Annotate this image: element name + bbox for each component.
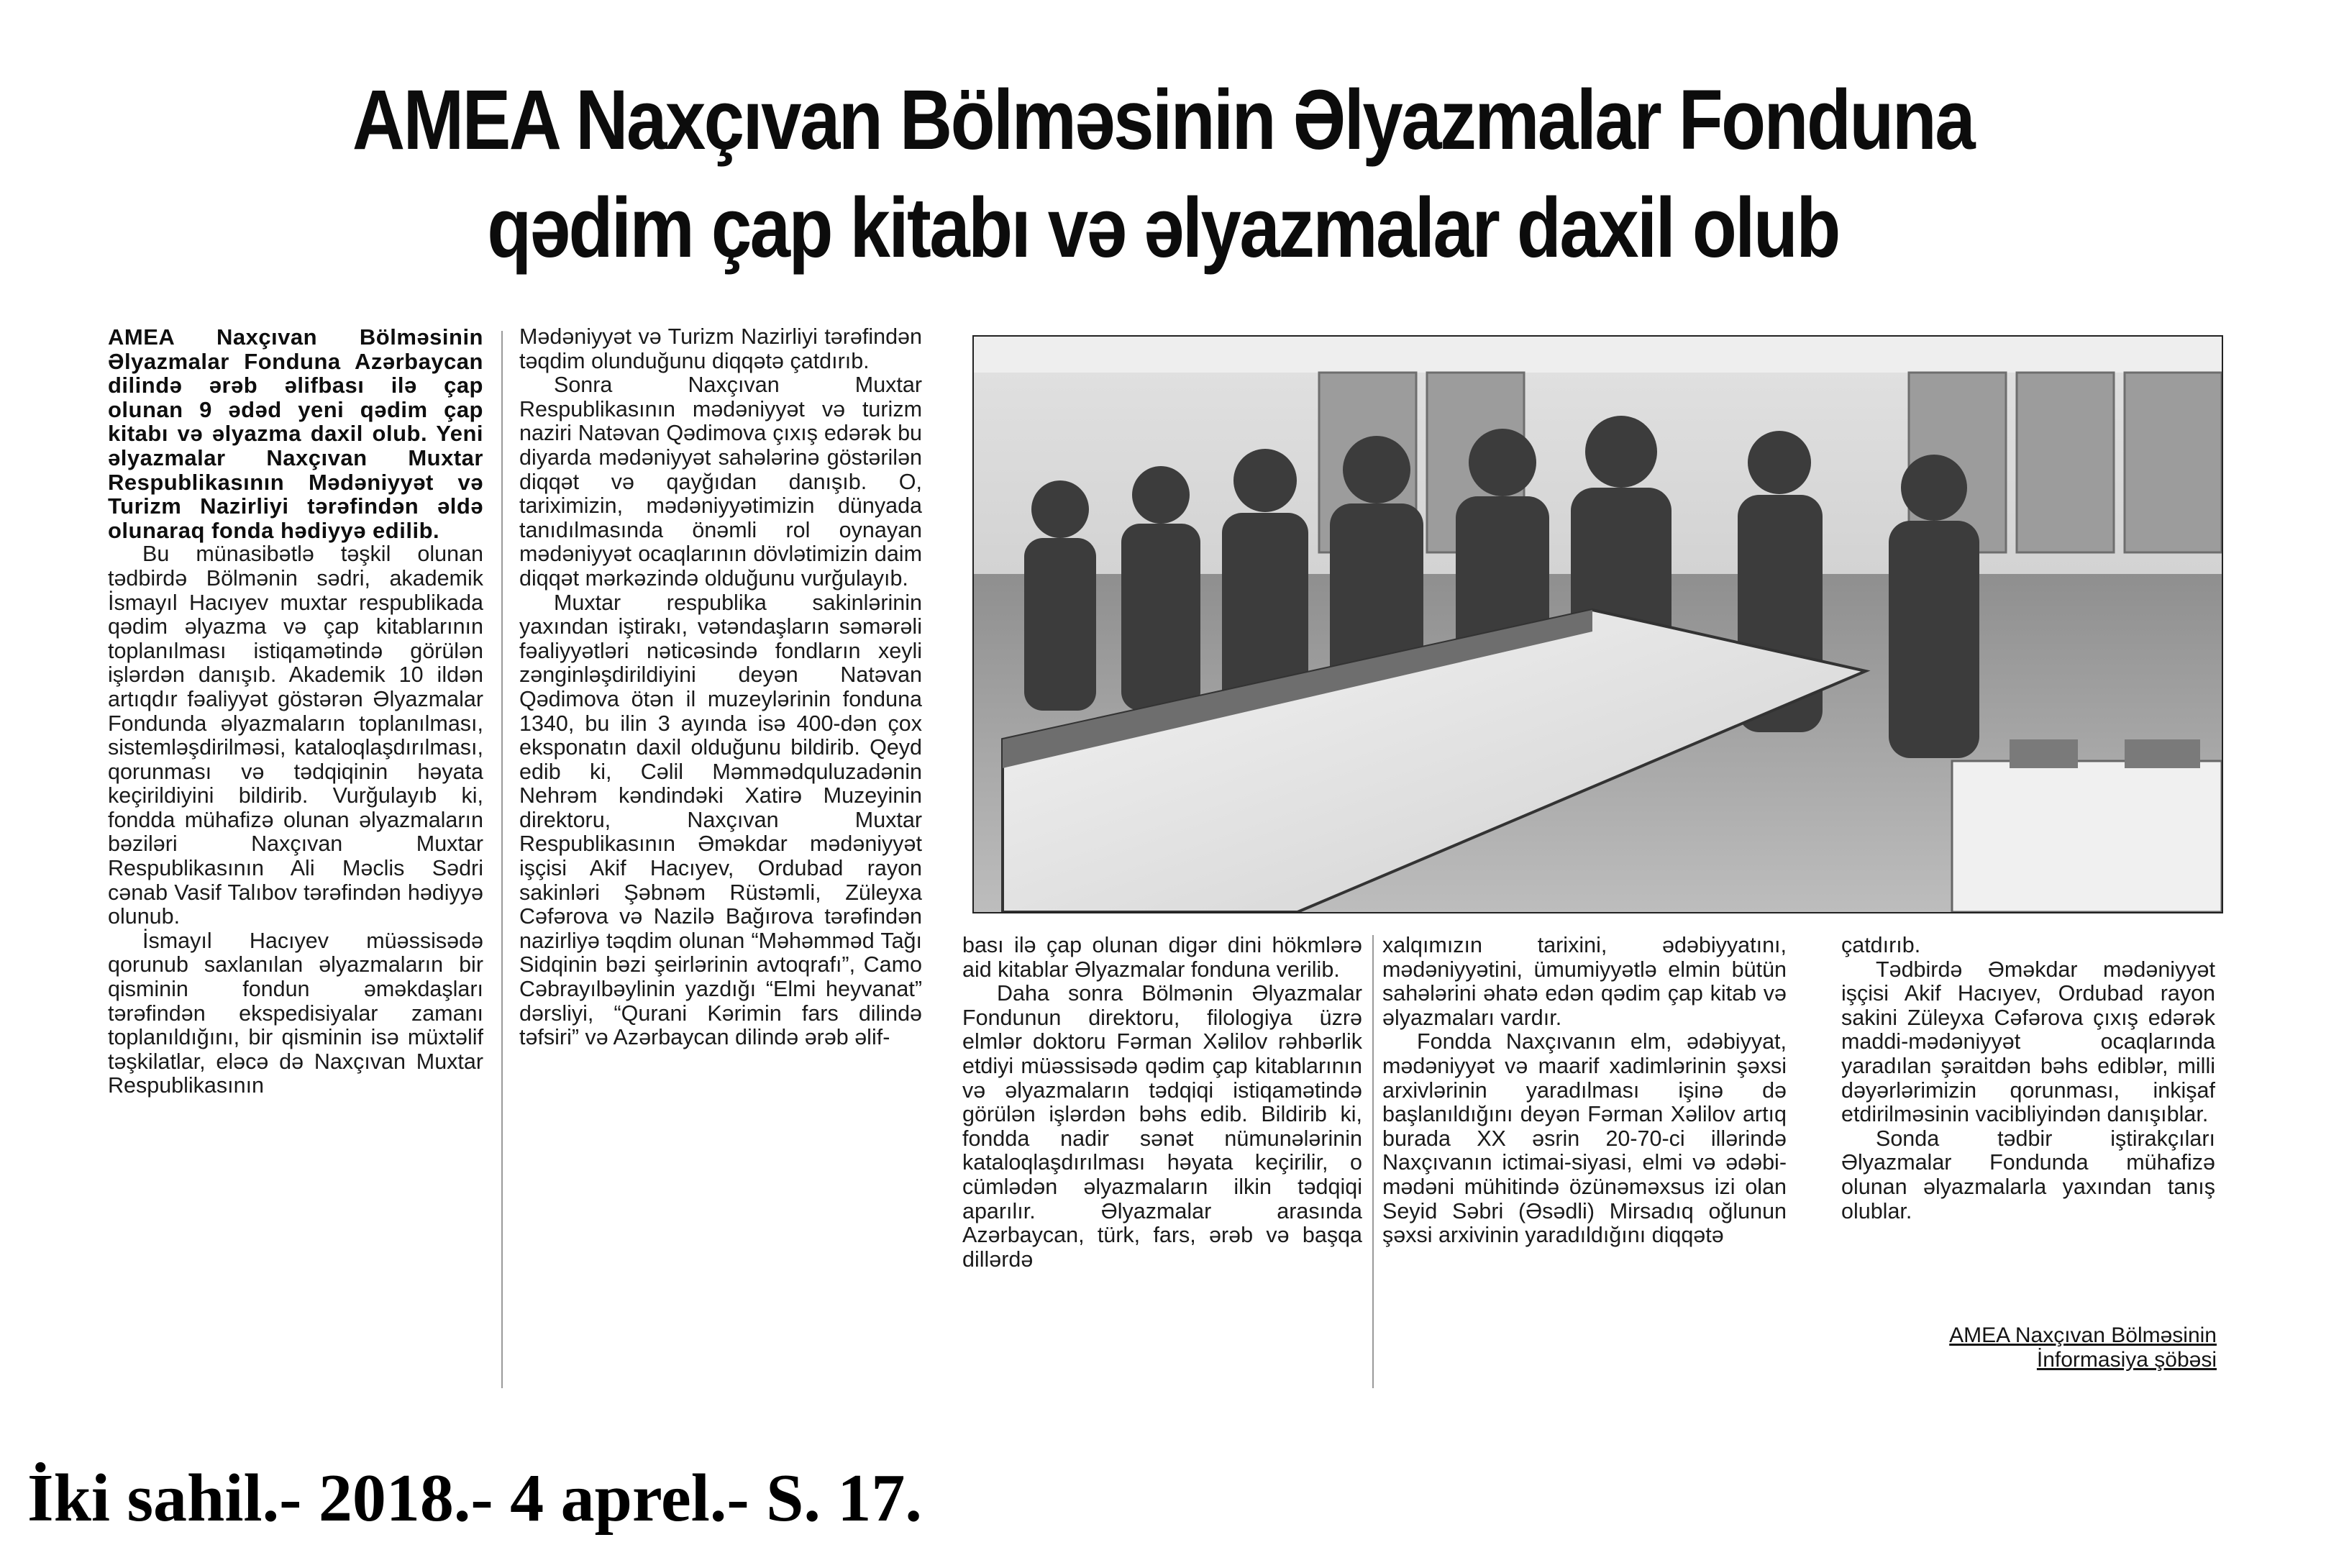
article-paragraph: Fondda Naxçıvanın elm, ədəbiyyat, mədəniyyət və maarif xadimlərinin şəxsi arxivlərinin yaradılması işinə də başlanıldığını deyən Fərman Xəlilov artıq burada XX əsrin 20-70-ci illərində Naxçıvanın ictimai-siyasi, elmi və ədəbi-mədəni mühitində özünəməxsus izi olan Seyid Səbri (Əsədli) Mirsadıq oğlunun şəxsi arxivinin yaradıldığını diqqətə xyxy=(1382,1029,1787,1248)
source-citation: İki sahil.- 2018.- 4 aprel.- S. 17. xyxy=(27,1461,922,1536)
article-lead: AMEA Naxçıvan Bölməsinin Əlyazmalar Fonduna Azərbaycan dilində ərəb əlifbası ilə çap olunan 9 ədəd yeni qədim çap kitabı və əlyazma daxil olub. Yeni əlyazmalar Naxçıvan Muxtar Respublikasının Mədəniyyət və Turizm Nazirliyi tərəfindən əldə olunaraq fonda hədiyyə edilib. xyxy=(108,324,483,543)
article-paragraph: bası ilə çap olunan digər dini hökmlərə aid kitablar Əlyazmalar fonduna verilib. xyxy=(962,933,1362,982)
article-paragraph: Sonra Naxçıvan Muxtar Respublikasının mədəniyyət və turizm naziri Natəvan Qədimova çıxış edərək bu diyarda mədəniyyət sahələrinə göstərilən diqqət və qayğıdan danışıb. O, tariximizin, mədəniyyətimizin dünyada tanıdılmasında önəmli rol oynayan mədəniyyət ocaqlarının dövlətimizin daim diqqət mərkəzində olduğunu vurğulayıb. xyxy=(519,373,922,591)
article-paragraph: çatdırıb. xyxy=(1841,933,1921,957)
column-divider xyxy=(1372,935,1374,1388)
article-paragraph: Sonda tədbir iştirakçıları Əlyazmalar Fondunda mühafizə olunan əlyazmalarla yaxından tanış olublar. xyxy=(1841,1126,2215,1223)
article-paragraph: Muxtar respublika sakinlərinin yaxından iştirakı, vətəndaşların səmərəli fəaliyyətləri nəticəsində fondların xeyli zənginləşdirildiyini deyən Natəvan Qədimova ötən il muzeylərinin fonduna 1340, bu ilin 3 ayında isə 400-dən çox eksponatın daxil olduğunu bildirib. Qeyd edib ki, Cəlil Məmmədquluzadənin Nehrəm kəndindəki Xatirə Muzeyinin direktoru, Naxçıvan Muxtar Respublikasının Əməkdar mədəniyyət işçisi Akif Hacıyev, Ordubad rayon sakinləri Şəbnəm Rüstəmli, Züleyxa Cəfərova və Nazilə Bağırova tərəfindən nazirliyə təqdim olunan “Məhəmməd Tağı Sidqinin bəzi şeirlərinin avtoqrafı”, Camo Cəbrayılbəylinin yazdığı “Elmi heyvanat” dərsliyi, “Qurani Kərimin fars dilində təfsiri” və Azərbaycan dilində ərəb əlif- xyxy=(519,590,922,1050)
article-paragraph: İsmayıl Hacıyev müəssisədə qorunub saxlanılan əlyazmaların bir qisminin fondun əməkdaşları tərəfindən ekspedisiyalar zamanı toplanıldığını, bir qisminin isə müxtəlif təşkilatlar, eləcə də Naxçıvan Muxtar Respublikasının xyxy=(108,928,483,1098)
article-paragraph: xalqımızın tarixini, ədəbiyyatını, mədəniyyətini, ümumiyyətlə elmin bütün sahələrini əhatə edən qədim çap kitab və əlyazmaları vardır. xyxy=(1382,933,1787,1030)
article-column-1 xyxy=(108,325,483,1098)
group-photo-icon xyxy=(974,337,2222,912)
article-paragraph: Mədəniyyət və Turizm Nazirliyi tərəfindən təqdim olunduğunu diqqətə çatdırıb. xyxy=(519,324,922,373)
article-column-5 xyxy=(1841,934,2215,1223)
article-column-3 xyxy=(962,934,1362,1272)
article-paragraph: Bu münasibətlə təşkil olunan tədbirdə Bölmənin sədri, akademik İsmayıl Hacıyev muxtar respublikada qədim əlyazma və çap kitablarının toplanılması istiqamətində görülən işlərdən danışıb. Akademik 10 ildən artıqdır fəaliyyət göstərən Əlyazmalar Fondunda əlyazmaların toplanılması, sistemləşdirilməsi, kataloqlaşdırılması, qorunması və tədqiqinin həyata keçirildiyini bildirib. Vurğulayıb ki, fondda mühafizə olunan əlyazmaların bəziləri Naxçıvan Muxtar Respublikasının Ali Məclis Sədri cənab Vasif Talıbov tərəfindən hədiyyə olunub. xyxy=(108,542,483,929)
signature-line-2: İnformasiya şöbəsi xyxy=(2036,1348,2217,1372)
article-signature xyxy=(1841,1323,2217,1372)
article-paragraph: Daha sonra Bölmənin Əlyazmalar Fondunun direktoru, filologiya üzrə elmlər doktoru Fərman Xəlilov rəhbərlik etdiyi müəssisədə qədim çap kitablarının və əlyazmaların tədqiqi istiqamətində görülən işlərdən bəhs edib. Bildirib ki, fondda nadir sənət nümunələrinin kataloqlaşdırılması həyata keçirilir, o cümlədən əlyazmaların ilkin tədqiqi aparılır. Əlyazmalar arasında Azərbaycan, türk, fars, ərəb və başqa dillərdə xyxy=(962,981,1362,1272)
article-headline xyxy=(163,66,2163,282)
article-paragraph: Tədbirdə Əməkdar mədəniyyət işçisi Akif Hacıyev, Ordubad rayon sakini Züleyxa Cəfərova çıxış edərək maddi-mədəniyyət ocaqlarında yaradılan şəraitdən bəhs ediblər, milli dəyərlərimizin qorunması, inkişaf etdirilməsinin vacibliyindən danışıblar. xyxy=(1841,957,2215,1127)
headline-line-1: AMEA Naxçıvan Bölməsinin Əlyazmalar Fonduna xyxy=(352,73,1974,168)
event-photo xyxy=(972,335,2223,913)
article-column-4 xyxy=(1382,934,1787,1248)
column-divider xyxy=(501,331,503,1388)
signature-line-1: AMEA Naxçıvan Bölməsinin xyxy=(1949,1323,2217,1347)
headline-line-2: qədim çap kitabı və əlyazmalar daxil olub xyxy=(487,181,1839,275)
article-column-2 xyxy=(519,325,922,1050)
